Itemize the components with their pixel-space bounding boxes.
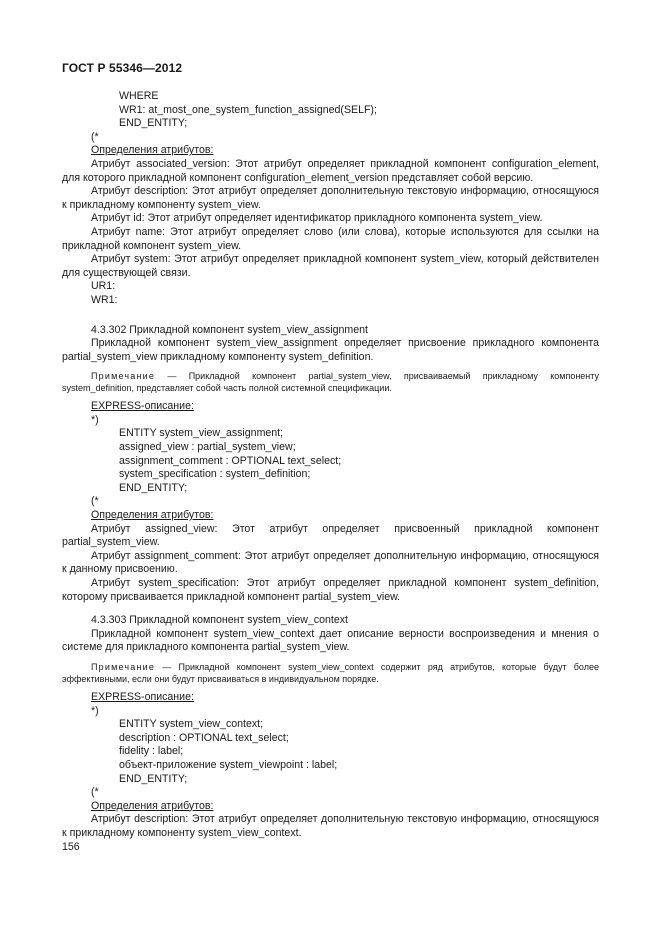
section-intro: Прикладной компонент system_view_context дает описание верности воспроизведения и мнения о системе для прикладного компонента partial_system_view.: [62, 627, 599, 654]
code-line: WHERE: [119, 90, 159, 102]
note-text: — Прикладной компонент system_view_context содержит ряд атрибутов, которые будут более эффективными, если они будут присваиваться в индивидуальном порядке.: [62, 661, 599, 684]
code-line: ENTITY system_view_context;: [119, 718, 264, 731]
code-line: fidelity : label;: [119, 745, 184, 758]
page-number: 156: [62, 841, 80, 853]
attr-paragraph: Атрибут system_specification: Этот атрибут определяет прикладной компонент system_definition, которому присваивается прикладной компонент partial_system_view.: [62, 577, 599, 603]
comment-marker: *): [91, 704, 99, 717]
express-heading: EXPRESS-описание:: [91, 690, 194, 703]
code-line: WR1: at_most_one_system_function_assigned(SELF);: [119, 103, 377, 116]
attr-paragraph: Атрибут associated_version: Этот атрибут определяет прикладной компонент configuration_element, для которого прикладной компонент configuration_element_version представляет собой версию.: [62, 157, 599, 184]
attr-paragraph: Атрибут description: Этот атрибут определяет дополнительную текстовую информацию, относящуюся к прикладному компоненту system_view_context.: [62, 813, 599, 839]
attr-paragraph: Атрибут description: Этот атрибут определяет дополнительную текстовую информацию, относящуюся к прикладному компоненту system_view.: [62, 185, 599, 211]
section-heading: 4.3.302 Прикладной компонент system_view_assignment: [91, 323, 368, 336]
comment-marker: (*: [91, 495, 99, 508]
code-line: ENTITY system_view_assignment;: [119, 427, 284, 440]
code-line: description : OPTIONAL text_select;: [119, 731, 289, 744]
section-intro: Прикладной компонент system_view_assignment определяет присвоение прикладного компонента partial_system_view прикладному компоненту system_definition.: [62, 337, 599, 363]
express-heading: EXPRESS-описание:: [91, 400, 194, 413]
comment-marker: *): [91, 413, 99, 426]
attr-paragraph: Атрибут name: Этот атрибут определяет слово (или слова), которые используются для ссылки на прикладной компонент system_view.: [62, 225, 599, 252]
note-lead: Примечание: [91, 371, 156, 382]
note-paragraph: [62, 370, 599, 394]
code-line: END_ENTITY;: [119, 481, 188, 494]
attr-paragraph: Атрибут assignment_comment: Этот атрибут определяет дополнительную информацию, относящуюся к данному присвоению.: [62, 549, 599, 576]
comment-marker: (*: [91, 786, 99, 799]
code-line: END_ENTITY;: [119, 117, 188, 130]
document-header: ГОСТ Р 55346—2012: [62, 61, 183, 75]
code-line: system_specification : system_definition;: [119, 468, 311, 481]
rule-label: UR1:: [91, 280, 116, 293]
note-paragraph: [62, 661, 599, 685]
page-content: [62, 90, 599, 841]
attr-paragraph: Атрибут id: Этот атрибут определяет идентификатор прикладного компонента system_view.: [91, 212, 543, 225]
section-heading: 4.3.303 Прикладной компонент system_view_context: [91, 614, 348, 627]
code-line: assignment_comment : OPTIONAL text_select;: [119, 454, 342, 467]
code-line: assigned_view : partial_system_view;: [119, 441, 296, 454]
attr-paragraph: Атрибут assigned_view: Этот атрибут определяет присвоенный прикладной компонент partial_system_view.: [62, 522, 599, 549]
attr-definitions-heading: Определения атрибутов:: [91, 799, 214, 812]
attr-paragraph: Атрибут system: Этот атрибут определяет прикладной компонент system_view, который действителен для существующей связи.: [62, 253, 599, 279]
rule-label: WR1:: [91, 293, 118, 306]
comment-marker: (*: [91, 130, 99, 143]
attr-definitions-heading: Определения атрибутов:: [91, 144, 214, 157]
attr-definitions-heading: Определения атрибутов:: [91, 509, 214, 522]
code-line: END_ENTITY;: [119, 772, 188, 785]
note-text: — Прикладной компонент partial_system_view, присваиваемый прикладному компоненту system_definition, представляет собой часть полной системной спецификации.: [62, 371, 599, 394]
code-line: объект-приложение system_viewpoint : label;: [119, 758, 338, 771]
note-lead: Примечание: [91, 661, 156, 672]
